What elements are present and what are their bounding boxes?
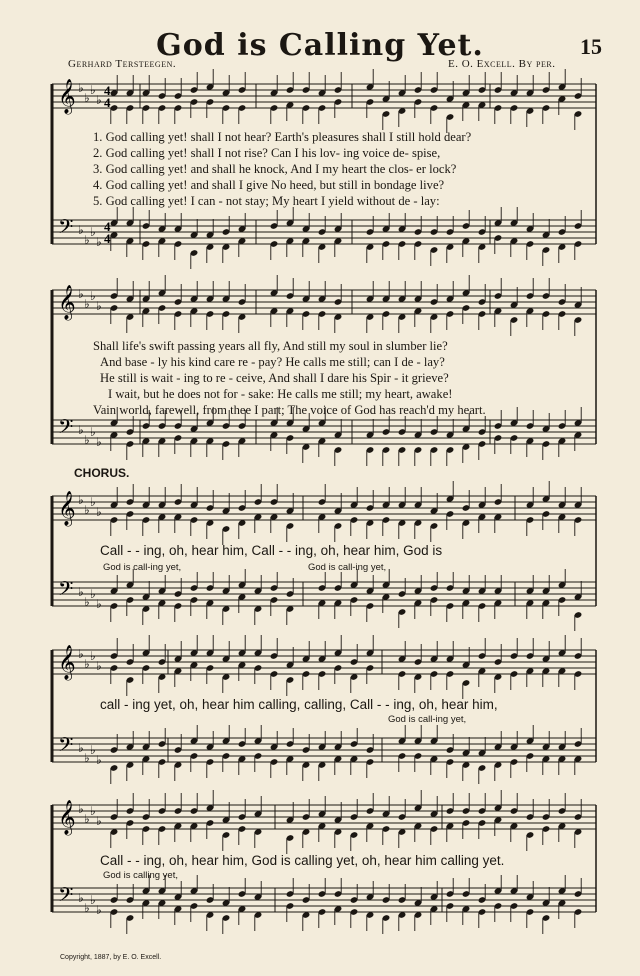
- flat-sign: ♭: [90, 587, 96, 601]
- flat-sign: ♭: [90, 649, 96, 663]
- flat-sign: ♭: [96, 93, 102, 107]
- verse-5-line-1: 5. God calling yet! I can - not stay; My heart I yield without de - lay:: [93, 194, 440, 208]
- bass-clef: 𝄢: [58, 577, 74, 605]
- flat-sign: ♭: [90, 225, 96, 239]
- chorus-alto-1b: God is call-ing yet,: [308, 562, 387, 573]
- flat-sign: ♭: [90, 804, 96, 818]
- flat-sign: ♭: [78, 287, 84, 301]
- flat-sign: ♭: [96, 505, 102, 519]
- verse-1-line-1: 1. God calling yet! shall I not hear? Earth's pleasures shall I still hold dear?: [93, 130, 472, 144]
- flat-sign: ♭: [90, 425, 96, 439]
- time-signature: 4: [104, 95, 111, 110]
- flat-sign: ♭: [84, 812, 90, 826]
- verse-5-line-2: Vain world, farewell, from thee I part; The voice of God has reach'd my heart.: [93, 403, 486, 417]
- verse-3-line-1: 3. God calling yet! and shall he knock, And I my heart the clos- er lock?: [93, 162, 457, 176]
- flat-sign: ♭: [90, 83, 96, 97]
- flat-sign: ♭: [90, 289, 96, 303]
- chorus-line-2: call - ing yet, oh, hear him calling, calling, Call - - ing, oh, hear him,: [100, 697, 498, 712]
- flat-sign: ♭: [78, 493, 84, 507]
- copyright-notice: Copyright, 1887, by E. O. Excell.: [60, 954, 162, 961]
- flat-sign: ♭: [78, 585, 84, 599]
- composer-credit: E. O. Excell. By per.: [448, 58, 556, 70]
- bass-clef: 𝄢: [58, 883, 74, 911]
- flat-sign: ♭: [78, 223, 84, 237]
- treble-clef: 𝄞: [58, 491, 76, 526]
- time-signature: 4: [104, 83, 111, 98]
- verse-1-line-2: Shall life's swift passing years all fly, And still my soul in slumber lie?: [93, 339, 448, 353]
- flat-sign: ♭: [84, 657, 90, 671]
- bass-clef: 𝄢: [58, 215, 74, 243]
- flat-sign: ♭: [84, 433, 90, 447]
- treble-clef: 𝄞: [58, 285, 76, 320]
- time-signature: 4: [104, 219, 111, 234]
- flat-sign: ♭: [78, 891, 84, 905]
- flat-sign: ♭: [96, 299, 102, 313]
- bass-clef: 𝄢: [58, 415, 74, 443]
- flat-sign: ♭: [96, 235, 102, 249]
- flat-sign: ♭: [78, 647, 84, 661]
- flat-sign: ♭: [78, 81, 84, 95]
- page-number: 15: [580, 34, 602, 59]
- chorus-alto-2: God is call-ing yet,: [388, 714, 467, 725]
- chorus-line-1: Call - - ing, oh, hear him, Call - - ing, oh, hear him, God is: [100, 543, 443, 558]
- author-credit: Gerhard Tersteegen.: [68, 58, 177, 70]
- time-signature: 4: [104, 231, 111, 246]
- flat-sign: ♭: [96, 659, 102, 673]
- flat-sign: ♭: [84, 595, 90, 609]
- flat-sign: ♭: [96, 753, 102, 767]
- flat-sign: ♭: [90, 495, 96, 509]
- flat-sign: ♭: [78, 423, 84, 437]
- verse-2-line-1: 2. God calling yet! shall I not rise? Can I his lov- ing voice de- spise,: [93, 146, 441, 160]
- flat-sign: ♭: [84, 901, 90, 915]
- verse-4-line-2: I wait, but he does not for - sake: He calls me still; my heart, awake!: [108, 387, 453, 401]
- flat-sign: ♭: [96, 435, 102, 449]
- chorus-alto-1a: God is call-ing yet,: [103, 562, 182, 573]
- flat-sign: ♭: [90, 743, 96, 757]
- flat-sign: ♭: [90, 893, 96, 907]
- verse-3-line-2: He still is wait - ing to re - ceive, And shall I dare his Spir - it grieve?: [100, 371, 449, 385]
- hymn-title: God is Calling Yet.: [156, 28, 484, 63]
- flat-sign: ♭: [96, 814, 102, 828]
- flat-sign: ♭: [84, 297, 90, 311]
- flat-sign: ♭: [84, 233, 90, 247]
- flat-sign: ♭: [78, 741, 84, 755]
- chorus-alto-3: God is calling yet,: [103, 870, 178, 881]
- chorus-label: CHORUS.: [74, 466, 130, 480]
- flat-sign: ♭: [84, 91, 90, 105]
- verse-2-line-2: And base - ly his kind care re - pay? He calls me still; can I de - lay?: [100, 355, 445, 369]
- flat-sign: ♭: [78, 802, 84, 816]
- flat-sign: ♭: [96, 903, 102, 917]
- chorus-line-3: Call - - ing, oh, hear him, God is calling yet, oh, hear him calling yet.: [100, 853, 505, 868]
- bass-clef: 𝄢: [58, 733, 74, 761]
- flat-sign: ♭: [84, 503, 90, 517]
- verse-4-line-1: 4. God calling yet! and shall I give No heed, but still in bondage live?: [93, 178, 445, 192]
- flat-sign: ♭: [84, 751, 90, 765]
- flat-sign: ♭: [96, 597, 102, 611]
- treble-clef: 𝄞: [58, 79, 76, 114]
- treble-clef: 𝄞: [58, 800, 76, 835]
- treble-clef: 𝄞: [58, 645, 76, 680]
